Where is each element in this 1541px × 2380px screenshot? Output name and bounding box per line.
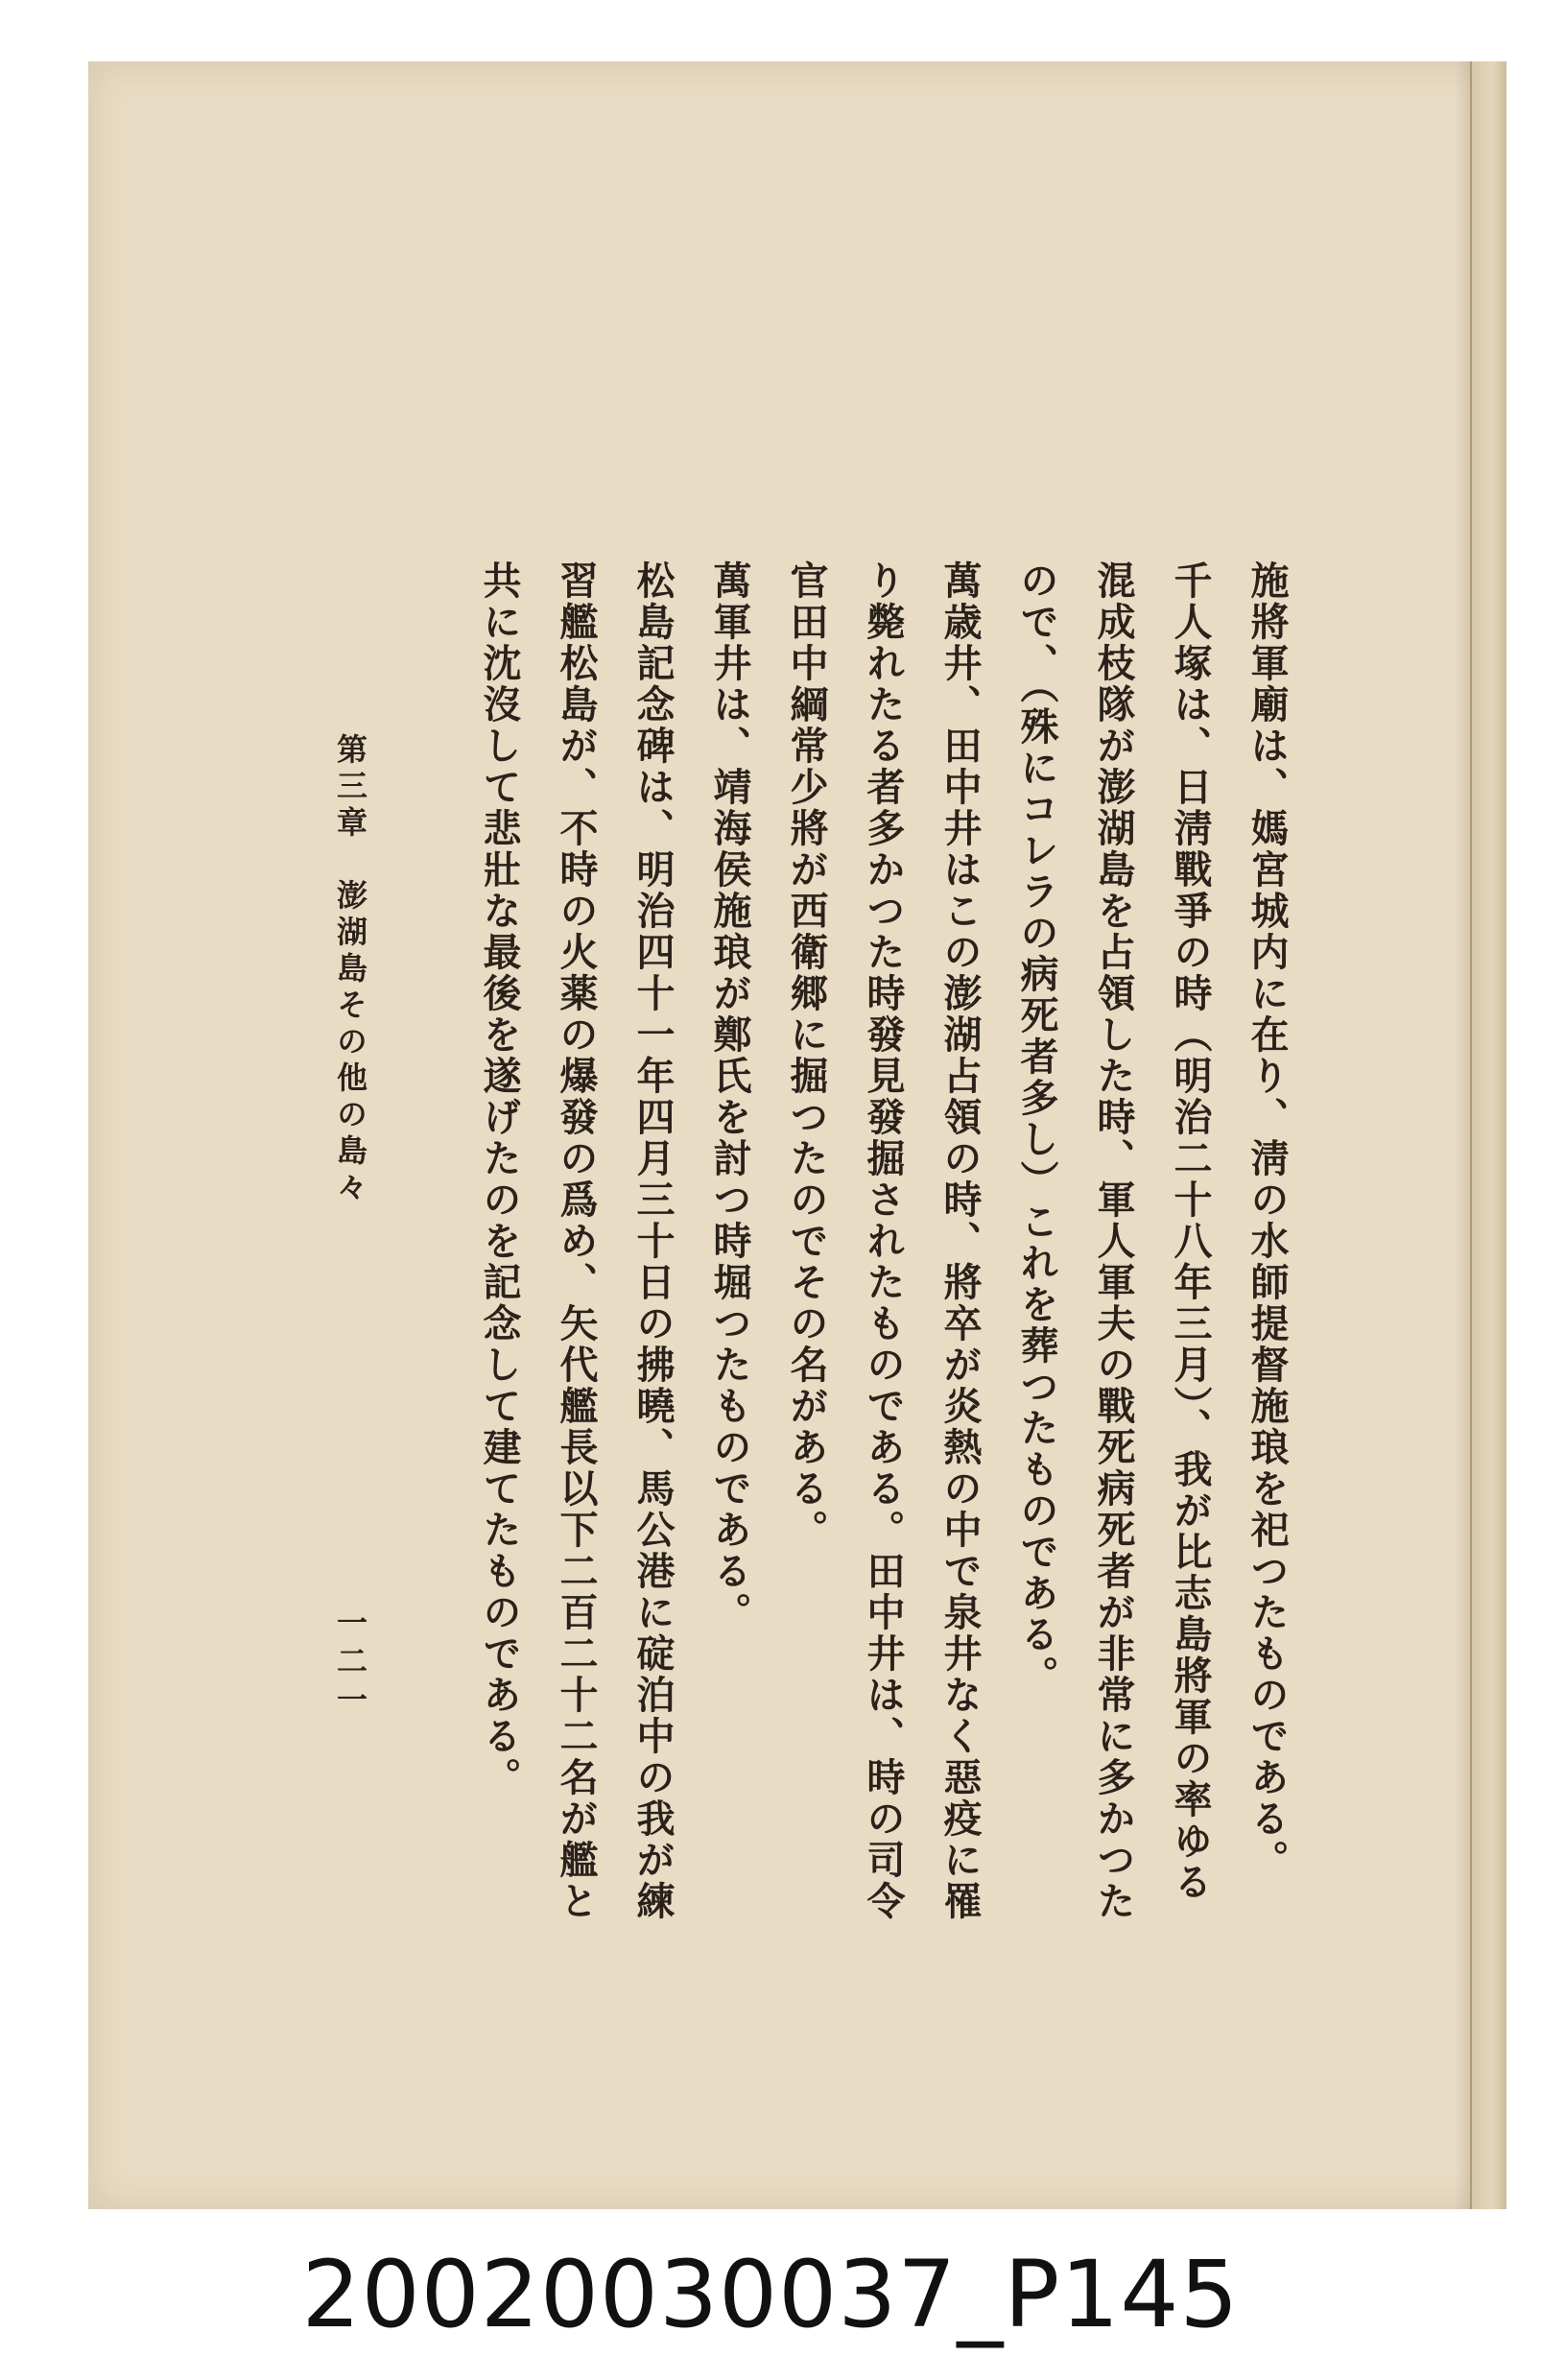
next-page-edge: [1470, 61, 1506, 2209]
paragraph-shi-general-temple: 施將軍廟は、媽宮城内に在り、淸の水師提督施琅を祀つたものである。: [1245, 560, 1290, 1881]
book-page: [88, 61, 1506, 2209]
archive-id-label: 20020030037_P145: [301, 2241, 1240, 2348]
binding-shadow: [1455, 61, 1472, 2209]
body-text: [461, 560, 1305, 1923]
paragraph-banzai-well: 萬歳井、田中井はこの澎湖占領の時、將卒が炎熱の中で泉井なく惡疫に罹り斃れたる者多かつた時發見發掘されたものである。田中井は、時の司令官田中綱常少將が西衛郷に掘つたのでその名がある。: [784, 560, 983, 1922]
paragraph-matsushima-memorial: 松島記念碑は、明治四十一年四月三十日の拂曉、馬公港に碇泊中の我が練習艦松島が、不時の火薬の爆發の爲め、矢代艦長以下二百二十二名が艦と共に沈沒して悲壯な最後を遂げたのを記念して建てたものである。: [477, 560, 676, 1922]
running-head: 第三章 澎湖島その他の島々: [332, 733, 368, 1207]
page-number: 一二一: [332, 1606, 368, 1722]
paragraph-thousand-person-mound: 千人塚は、日淸戰爭の時（明治二十八年三月）、我が比志島將軍の率ゆる混成枝隊が澎湖島を占領した時、軍人軍夫の戰死病死者が非常に多かつたので、（殊にコレラの病死者多し）これを葬つたものである。: [1014, 560, 1213, 1922]
paragraph-bangun-well: 萬軍井は、靖海侯施琅が鄭氏を討つ時堀つたものである。: [707, 560, 752, 1633]
